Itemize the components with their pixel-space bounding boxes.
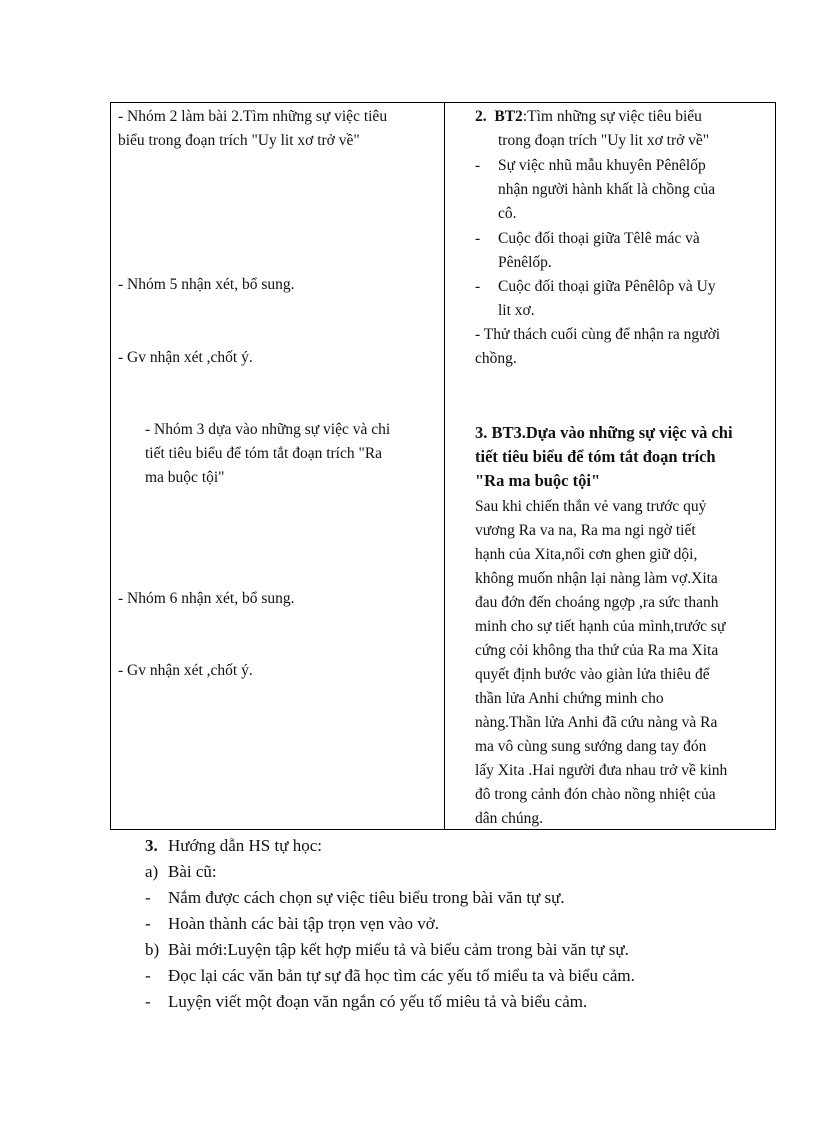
left-group2-line2: biểu trong đoạn trích "Uy lit xơ trở về" — [118, 132, 360, 149]
bt2-dash-2: - — [475, 230, 481, 247]
footer-a-item-1: Nắm được cách chọn sự việc tiêu biểu trong bài văn tự sự. — [168, 888, 565, 907]
footer-b-item-1: Đọc lại các văn bản tự sự đã học tìm các yếu tố miểu ta và biểu cảm. — [168, 966, 635, 985]
bt3-body-line: quyết định bước vào giàn lửa thiêu để — [475, 666, 710, 683]
footer-a-text: Bài cũ: — [168, 862, 217, 881]
bt3-title-line1: 3. BT3.Dựa vào những sự việc và chi — [475, 423, 733, 442]
bt3-body-line: cứng cỏi không tha thứ của Ra ma Xita — [475, 642, 719, 659]
bt2-heading — [475, 105, 702, 129]
left-gv-comment-2: - Gv nhận xét ,chốt ý. — [118, 662, 253, 679]
left-group2-line1: - Nhóm 2 làm bài 2.Tìm những sự việc tiêu — [118, 108, 388, 125]
bt2-title-rest: :Tìm những sự việc tiêu biểu — [522, 108, 702, 125]
left-group6: - Nhóm 6 nhận xét, bổ sung. — [118, 590, 295, 607]
bt2-last-line1: - Thử thách cuối cùng để nhận ra người — [475, 326, 721, 343]
left-group3-line3: ma buộc tội" — [145, 469, 225, 486]
bt2-last-line2: chồng. — [475, 350, 517, 367]
left-group3-line2: tiết tiêu biểu để tóm tắt đoạn trích "Ra — [145, 445, 383, 462]
bt3-body-line: lấy Xita .Hai người đưa nhau trở về kinh — [475, 762, 728, 779]
bt3-title-line2: tiết tiêu biểu để tóm tắt đoạn trích — [475, 447, 716, 466]
bt3-body-line: ma vô cùng sung sướng dang tay đón — [475, 738, 707, 755]
left-group5: - Nhóm 5 nhận xét, bổ sung. — [118, 276, 295, 293]
bt3-body-line: đau đớn đến choáng ngợp ,ra sức thanh — [475, 594, 719, 611]
bt3-body-line: vương Ra va na, Ra ma ngi ngờ tiết — [475, 522, 696, 539]
footer-heading: Hướng dẫn HS tự học: — [168, 836, 322, 855]
bt2-item1-line1: Sự việc nhũ mẫu khuyên Pênêlốp — [498, 157, 706, 174]
footer-a-item-2: Hoàn thành các bài tập trọn vẹn vào vở. — [168, 914, 439, 933]
bt2-dash-1: - — [475, 157, 481, 174]
bt3-body-line: đô trong cảnh đón chào nồng nhiệt của — [475, 786, 716, 803]
bt2-title: BT2 — [494, 108, 523, 125]
bt2-number: 2. — [475, 108, 487, 125]
bt2-dash-3: - — [475, 278, 481, 295]
footer-a-label: a) — [145, 862, 159, 881]
bt2-heading-line2: trong đoạn trích "Uy lit xơ trở về" — [498, 132, 710, 149]
footer-dash: - — [145, 888, 151, 907]
bt2-item3-line2: lit xơ. — [498, 302, 535, 319]
bt3-body-line: nàng.Thần lửa Anhi đã cứu nàng và Ra — [475, 714, 718, 731]
bt3-body-line: hạnh của Xita,nổi cơn ghen giữ dội, — [475, 546, 698, 563]
footer-b-label: b) — [145, 940, 160, 959]
footer-dash: - — [145, 992, 151, 1011]
bt2-item1-line3: cô. — [498, 205, 517, 222]
bt2-item2-line2: Pênêlốp. — [498, 254, 552, 271]
footer-b-text: Bài mới:Luyện tập kết hợp miểu tả và biểu cảm trong bài văn tự sự. — [168, 940, 629, 959]
footer-b-item-2: Luyện viết một đoạn văn ngắn có yếu tố miêu tả và biểu cảm. — [168, 992, 588, 1011]
bt3-body-line: dân chúng. — [475, 810, 544, 827]
left-group3-line1: - Nhóm 3 dựa vào những sự việc và chi — [145, 421, 391, 438]
bt3-title-line3: "Ra ma buộc tội" — [475, 471, 601, 490]
table-divider — [444, 102, 445, 830]
footer-heading-number: 3. — [145, 836, 158, 855]
bt3-body-line: minh cho sự tiết hạnh của mình,trước sự — [475, 618, 726, 635]
bt2-item2-line1: Cuộc đối thoại giữa Têlê mác và — [498, 230, 700, 247]
footer-dash: - — [145, 914, 151, 933]
bt3-body-line: thần lửa Anhi chứng minh cho — [475, 690, 664, 707]
left-gv-comment-1: - Gv nhận xét ,chốt ý. — [118, 349, 253, 366]
bt3-body-line: không muốn nhận lại nàng làm vợ.Xita — [475, 570, 718, 587]
bt3-body-line: Sau khi chiến thắn vẻ vang trước quỷ — [475, 498, 707, 515]
bt2-item1-line2: nhận người hành khất là chồng của — [498, 181, 716, 198]
footer-dash: - — [145, 966, 151, 985]
bt2-item3-line1: Cuộc đối thoại giữa Pênêlôp và Uy — [498, 278, 716, 295]
